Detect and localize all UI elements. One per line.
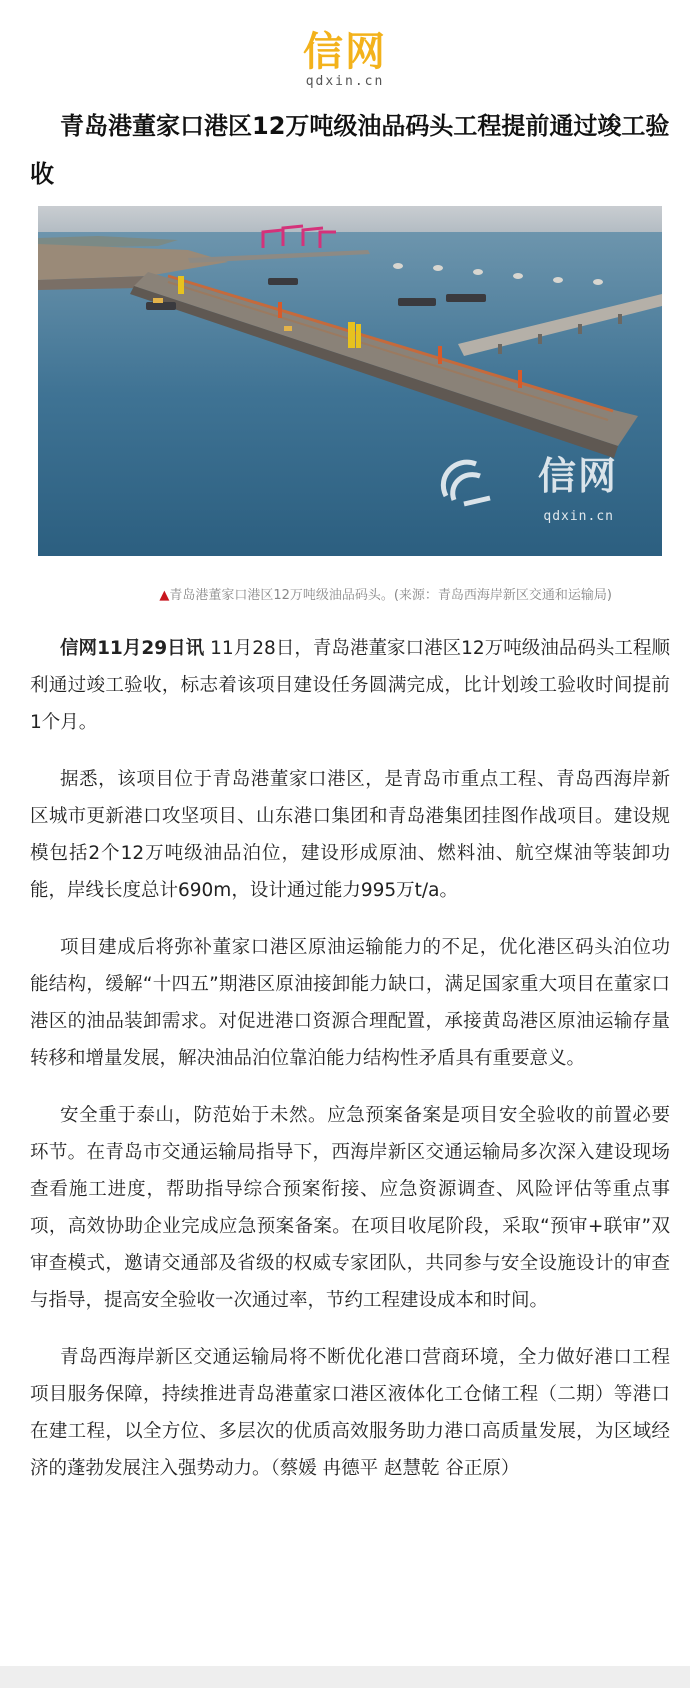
article-body	[30, 630, 670, 1507]
paragraph-4: 安全重于泰山，防范始于未然。应急预案备案是项目安全验收的前置必要环节。在青岛市交通运输局指导下，西海岸新区交通运输局多次深入建设现场查看施工进度，帮助指导综合预案衔接、应急资源调查、风险评估等重点事项，高效协助企业完成应急预案备案。在项目收尾阶段，采取“预审+联审”双审查模式，邀请交通部及省级的权威专家团队，共同参与安全设施设计的审查与指导，提高安全验收一次通过率，节约工程建设成本和时间。	[30, 1105, 670, 1311]
photo-watermark-domain: qdxin.cn	[543, 509, 614, 524]
paragraph-3: 项目建成后将弥补董家口港区原油运输能力的不足，优化港区码头泊位功能结构，缓解“十四五”期港区原油接卸能力缺口，满足国家重大项目在董家口港区的油品装卸需求。对促进港口资源合理配置，承接黄岛港区原油运输存量转移和增量发展，解决油品泊位靠泊能力结构性矛盾具有重要意义。	[30, 937, 670, 1069]
footer-bar	[0, 1666, 690, 1688]
article-photo	[38, 206, 662, 556]
paragraph-2: 据悉，该项目位于青岛港董家口港区，是青岛市重点工程、青岛西海岸新区城市更新港口攻坚项目、山东港口集团和青岛港集团挂图作战项目。建设规模包括2个12万吨级油品泊位，建设形成原油、燃料油、航空煤油等装卸功能，岸线长度总计690m，设计通过能力995万t/a。	[30, 769, 670, 901]
caption-triangle-icon: ▲	[159, 588, 170, 603]
paragraph-1	[30, 630, 670, 741]
photo-caption	[0, 587, 612, 605]
port-aerial-illustration	[38, 206, 662, 556]
site-logo[interactable]	[0, 30, 690, 90]
article-title: 青岛港董家口港区12万吨级油品码头工程提前通过竣工验收	[30, 112, 670, 188]
photo-watermark-name: 信网	[537, 454, 618, 498]
dateline: 信网11月29日讯	[60, 638, 205, 659]
logo-domain: qdxin.cn	[305, 74, 385, 89]
logo-name: 信网	[303, 29, 387, 75]
caption-text: 青岛港董家口港区12万吨级油品码头。(来源：青岛西海岸新区交通和运输局)	[169, 588, 612, 603]
paragraph-5: 青岛西海岸新区交通运输局将不断优化港口营商环境，全力做好港口工程项目服务保障，持续推进青岛港董家口港区液体化工仓储工程（二期）等港口在建工程，以全方位、多层次的优质高效服务助力港口高质量发展，为区域经济的蓬勃发展注入强势动力。（蔡媛 冉德平 赵慧乾 谷正原）	[30, 1347, 670, 1479]
paragraph-1-text: 11月28日，青岛港董家口港区12万吨级油品码头工程顺利通过竣工验收，标志着该项目建设任务圆满完成，比计划竣工验收时间提前1个月。	[30, 638, 670, 733]
